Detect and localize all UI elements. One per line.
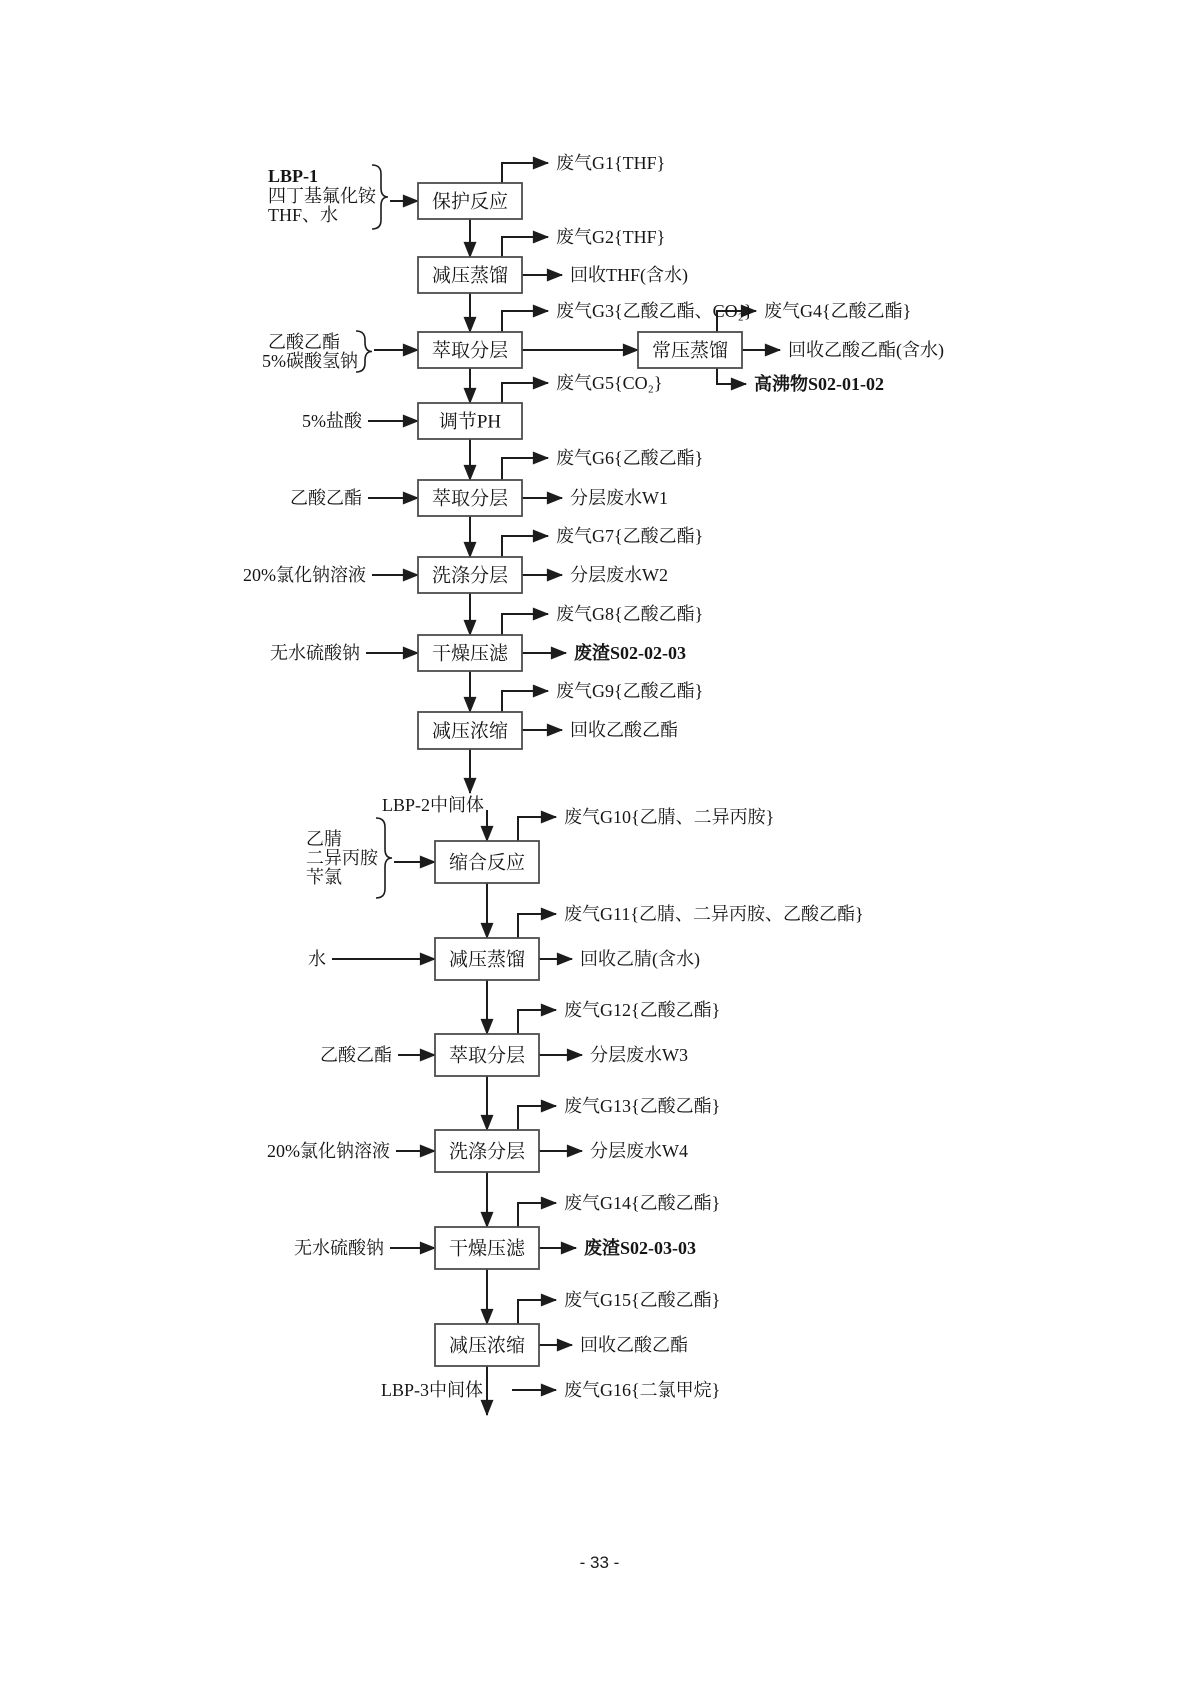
box-dry-filter-2-label: 干燥压滤 <box>448 1238 526 1260</box>
input-ethyl-acetate-1: 乙酸乙酯 <box>268 332 340 352</box>
box-vacuum-distill-1-label: 减压蒸馏 <box>431 265 509 287</box>
label-gas-g2: 废气G2{THF} <box>556 227 666 247</box>
label-recover-ethyl-acetate-1: 回收乙酸乙酯 <box>570 720 678 740</box>
label-gas-g7: 废气G7{乙酸乙酯} <box>556 526 704 546</box>
box-adjust-ph-label: 调节PH <box>438 411 502 433</box>
box-vacuum-concentrate-2-label: 减压浓缩 <box>448 1335 526 1357</box>
label-lbp3-intermediate: LBP-3中间体 <box>380 1380 483 1400</box>
arrow-gas-g3 <box>502 311 548 332</box>
arrow-gas-g15 <box>518 1300 556 1324</box>
label-lbp2-intermediate: LBP-2中间体 <box>381 795 484 815</box>
label-wastewater-w3: 分层废水W3 <box>590 1045 688 1065</box>
label-waste-residue-s02-02-03: 废渣S02-02-03 <box>574 643 686 663</box>
arrow-gas-g2 <box>502 237 548 257</box>
label-gas-g16: 废气G16{二氯甲烷} <box>564 1380 721 1400</box>
arrow-gas-g10 <box>518 817 556 841</box>
label-gas-g13: 废气G13{乙酸乙酯} <box>564 1096 721 1116</box>
input-lbp1-thf-water: THF、水 <box>268 205 339 225</box>
brace-extract1-inputs <box>356 331 372 372</box>
input-sodium-bicarbonate: 5%碳酸氢钠 <box>262 351 358 371</box>
label-gas-g4: 废气G4{乙酸乙酯} <box>764 301 912 321</box>
input-acetonitrile: 乙腈 <box>306 829 342 849</box>
label-gas-g14: 废气G14{乙酸乙酯} <box>564 1193 721 1213</box>
label-gas-g3: 废气G3{乙酸乙酯、CO₂} <box>556 301 753 321</box>
arrow-gas-g9 <box>502 691 548 712</box>
label-recover-acetonitrile: 回收乙腈(含水) <box>580 949 700 969</box>
box-condensation-reaction-label: 缩合反应 <box>448 852 526 874</box>
label-waste-residue-s02-03-03: 废渣S02-03-03 <box>584 1238 696 1258</box>
arrow-gas-g1 <box>502 163 548 183</box>
input-water: 水 <box>308 949 326 969</box>
page-number: - 33 - <box>579 1553 620 1572</box>
arrow-gas-g14 <box>518 1203 556 1227</box>
label-gas-g11: 废气G11{乙腈、二异丙胺、乙酸乙酯} <box>564 904 864 924</box>
box-atmospheric-distill-label: 常压蒸馏 <box>651 340 729 362</box>
box-extract-separate-2-label: 萃取分层 <box>431 488 509 510</box>
input-lbp1-title: LBP-1 <box>268 166 319 186</box>
input-sodium-sulfate-1: 无水硫酸钠 <box>270 643 360 663</box>
label-gas-g9: 废气G9{乙酸乙酯} <box>556 681 704 701</box>
box-vacuum-distill-2-label: 减压蒸馏 <box>448 949 526 971</box>
arrow-gas-g6 <box>502 458 548 480</box>
label-recover-ethyl-acetate-2: 回收乙酸乙酯 <box>580 1335 688 1355</box>
input-ethyl-acetate-2: 乙酸乙酯 <box>290 488 362 508</box>
arrow-gas-g11 <box>518 914 556 938</box>
arrow-gas-g12 <box>518 1010 556 1034</box>
label-wastewater-w1: 分层废水W1 <box>570 488 668 508</box>
arrow-gas-g8 <box>502 614 548 635</box>
box-extract-separate-1-label: 萃取分层 <box>431 340 509 362</box>
input-lbp1-tbaf: 四丁基氟化铵 <box>268 186 376 206</box>
arrow-gas-g7 <box>502 536 548 557</box>
label-gas-g15: 废气G15{乙酸乙酯} <box>564 1290 721 1310</box>
box-extract-separate-3-label: 萃取分层 <box>448 1045 526 1067</box>
input-nacl-solution-1: 20%氯化钠溶液 <box>243 565 366 585</box>
box-dry-filter-1-label: 干燥压滤 <box>431 643 509 665</box>
arrow-gas-g5 <box>502 383 548 403</box>
brace-condense-inputs <box>376 818 392 898</box>
input-hydrochloric-acid: 5%盐酸 <box>302 411 362 431</box>
box-protect-reaction-label: 保护反应 <box>431 191 509 213</box>
input-nacl-solution-2: 20%氯化钠溶液 <box>267 1141 390 1161</box>
label-wastewater-w2: 分层废水W2 <box>570 565 668 585</box>
label-gas-g8: 废气G8{乙酸乙酯} <box>556 604 704 624</box>
arrow-gas-g13 <box>518 1106 556 1130</box>
input-ethyl-acetate-3: 乙酸乙酯 <box>320 1045 392 1065</box>
arrow-output-high-boiler <box>717 368 746 384</box>
label-high-boiler-s02-01-02: 高沸物S02-01-02 <box>754 374 884 394</box>
label-gas-g10: 废气G10{乙腈、二异丙胺} <box>564 807 775 827</box>
label-gas-g12: 废气G12{乙酸乙酯} <box>564 1000 721 1020</box>
box-vacuum-concentrate-1-label: 减压浓缩 <box>431 721 509 742</box>
label-gas-g5: 废气G5{CO₂} <box>556 373 663 393</box>
input-benzyl-chloride: 苄氯 <box>306 867 342 887</box>
label-gas-g1: 废气G1{THF} <box>556 153 666 173</box>
label-recover-ea-water: 回收乙酸乙酯(含水) <box>788 340 944 360</box>
input-diisopropylamine: 二异丙胺 <box>306 848 378 868</box>
box-wash-separate-2-label: 洗涤分层 <box>448 1141 526 1163</box>
box-wash-separate-1-label: 洗涤分层 <box>431 565 509 587</box>
label-recover-thf: 回收THF(含水) <box>570 265 688 285</box>
label-gas-g6: 废气G6{乙酸乙酯} <box>556 448 704 468</box>
label-wastewater-w4: 分层废水W4 <box>590 1141 688 1161</box>
input-sodium-sulfate-2: 无水硫酸钠 <box>294 1238 384 1258</box>
